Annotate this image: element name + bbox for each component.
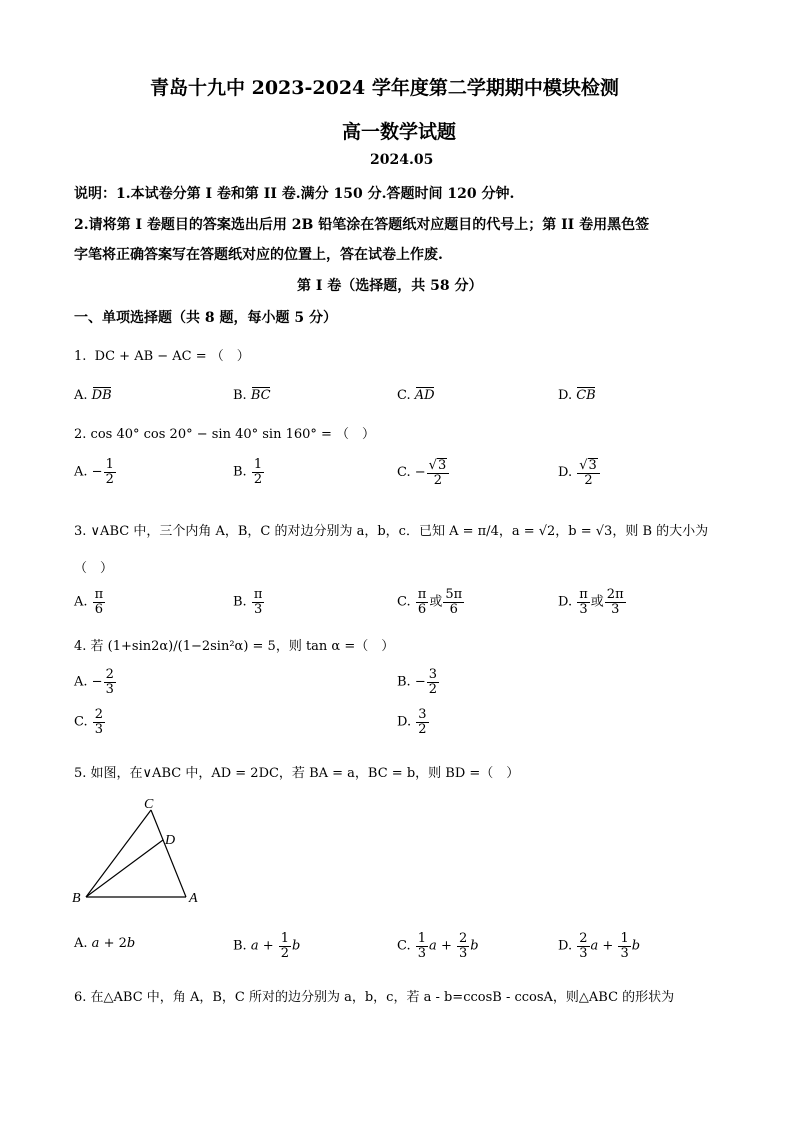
q4-option-a: A. − $\frac{2}{3}$ [74,667,114,697]
q1-option-c: C. AD [397,388,435,403]
question-2: 2. cos 40° cos 20° − sin 40° sin 160° = （ ） [74,427,376,442]
q1-option-b: B. BC [233,388,271,403]
triangle-figure [68,792,218,910]
page-title: 青岛十九中 2023-2024 学年度第二学期期中模块检测 [150,77,619,99]
instruction-line-2: 2.请将第 I 卷题目的答案选出后用 2B 铅笔涂在答题纸对应题目的代号上；第 II 卷用黑色签 [74,217,650,233]
question-3-cont: （ ） [74,561,114,576]
q1-expression: DC + AB − AC = （ ） [94,349,250,364]
q5-option-a: A. a + 2b [74,936,136,951]
question-4: 4. 若 (1+sin2α)/(1−2sin²α) = 5，则 tan α =（ ） [74,639,395,654]
label-d: D [165,833,176,848]
q2-option-d: D. $\frac{√3}{2}$ [558,458,601,487]
q2-option-a: A. − $\frac{1}{2}$ [74,457,114,487]
q5-option-d: D. $\frac{2}{3}$ a + $\frac{1}{3}$ b [558,931,641,961]
q3-option-c: C. $\frac{\pi}{6}$ 或 $\frac{5\pi}{6}$ [397,587,463,617]
q2-option-b: B. $\frac{1}{2}$ [233,457,263,487]
question-6: 6. 在△ABC 中，角 A，B，C 所对的边分别为 a，b，c，若 a - b=ccosB - ccosA，则△ABC 的形状为 [74,990,675,1005]
label-b: B [72,891,81,906]
q3-option-a: A. $\frac{\pi}{6}$ [74,587,104,617]
q3-expression: ∨ABC 中，三个内角 A，B，C 的对边分别为 a，b，c．已知 A = π/4，a = √2，b = √3，则 B 的大小为 [90,524,709,539]
side-bc [86,810,151,897]
exam-date: 2024.05 [370,152,434,168]
q4-option-d: D. $\frac{3}{2}$ [397,707,427,737]
q1-option-d: D. CB [558,388,596,403]
q2-option-c: C. − $\frac{√3}{2}$ [397,458,450,487]
question-5: 5. 如图，在∨ABC 中，AD = 2DC，若 BA = a，BC = b，则 BD =（ ） [74,766,520,781]
segment-bd [86,840,163,897]
question-3: 3. ∨ABC 中，三个内角 A，B，C 的对边分别为 a，b，c．已知 A = π/4，a = √2，b = √3，则 B 的大小为 [74,524,709,539]
q5-option-b: B. a + $\frac{1}{2}$ b [233,931,301,961]
label-a: A [189,891,198,906]
q3-option-b: B. $\frac{\pi}{3}$ [233,587,263,617]
instruction-line-3: 字笔将正确答案写在答题纸对应的位置上，答在试卷上作废. [74,247,443,263]
q3-option-d: D. $\frac{\pi}{3}$ 或 $\frac{2\pi}{3}$ [558,587,624,617]
q5-option-c: C. $\frac{1}{3}$ a + $\frac{2}{3}$ b [397,931,479,961]
side-ca [151,810,186,897]
q2-expression: cos 40° cos 20° − sin 40° sin 160° = （ ） [90,427,376,442]
q6-expression: 在△ABC 中，角 A，B，C 所对的边分别为 a，b，c，若 a - b=ccosB - ccosA，则△ABC 的形状为 [90,990,675,1005]
q5-expression: 如图，在∨ABC 中，AD = 2DC，若 BA = a，BC = b，则 BD =（ ） [90,766,520,781]
label-c: C [144,797,154,812]
q4-option-c: C. $\frac{2}{3}$ [74,707,104,737]
question-1: 1. DC + AB − AC = （ ） [74,349,250,364]
page-subtitle: 高一数学试题 [342,121,457,143]
part1-heading: 第 I 卷（选择题，共 58 分） [297,278,483,294]
section1-heading: 一、单项选择题（共 8 题，每小题 5 分） [74,310,337,326]
instruction-line-1: 说明：1.本试卷分第 I 卷和第 II 卷.满分 150 分.答题时间 120 分钟. [74,186,515,202]
q1-option-a: A. DB [74,388,112,403]
q4-expression: 若 (1+sin2α)/(1−2sin²α) = 5，则 tan α =（ ） [90,639,395,654]
q4-option-b: B. − $\frac{3}{2}$ [397,667,437,697]
